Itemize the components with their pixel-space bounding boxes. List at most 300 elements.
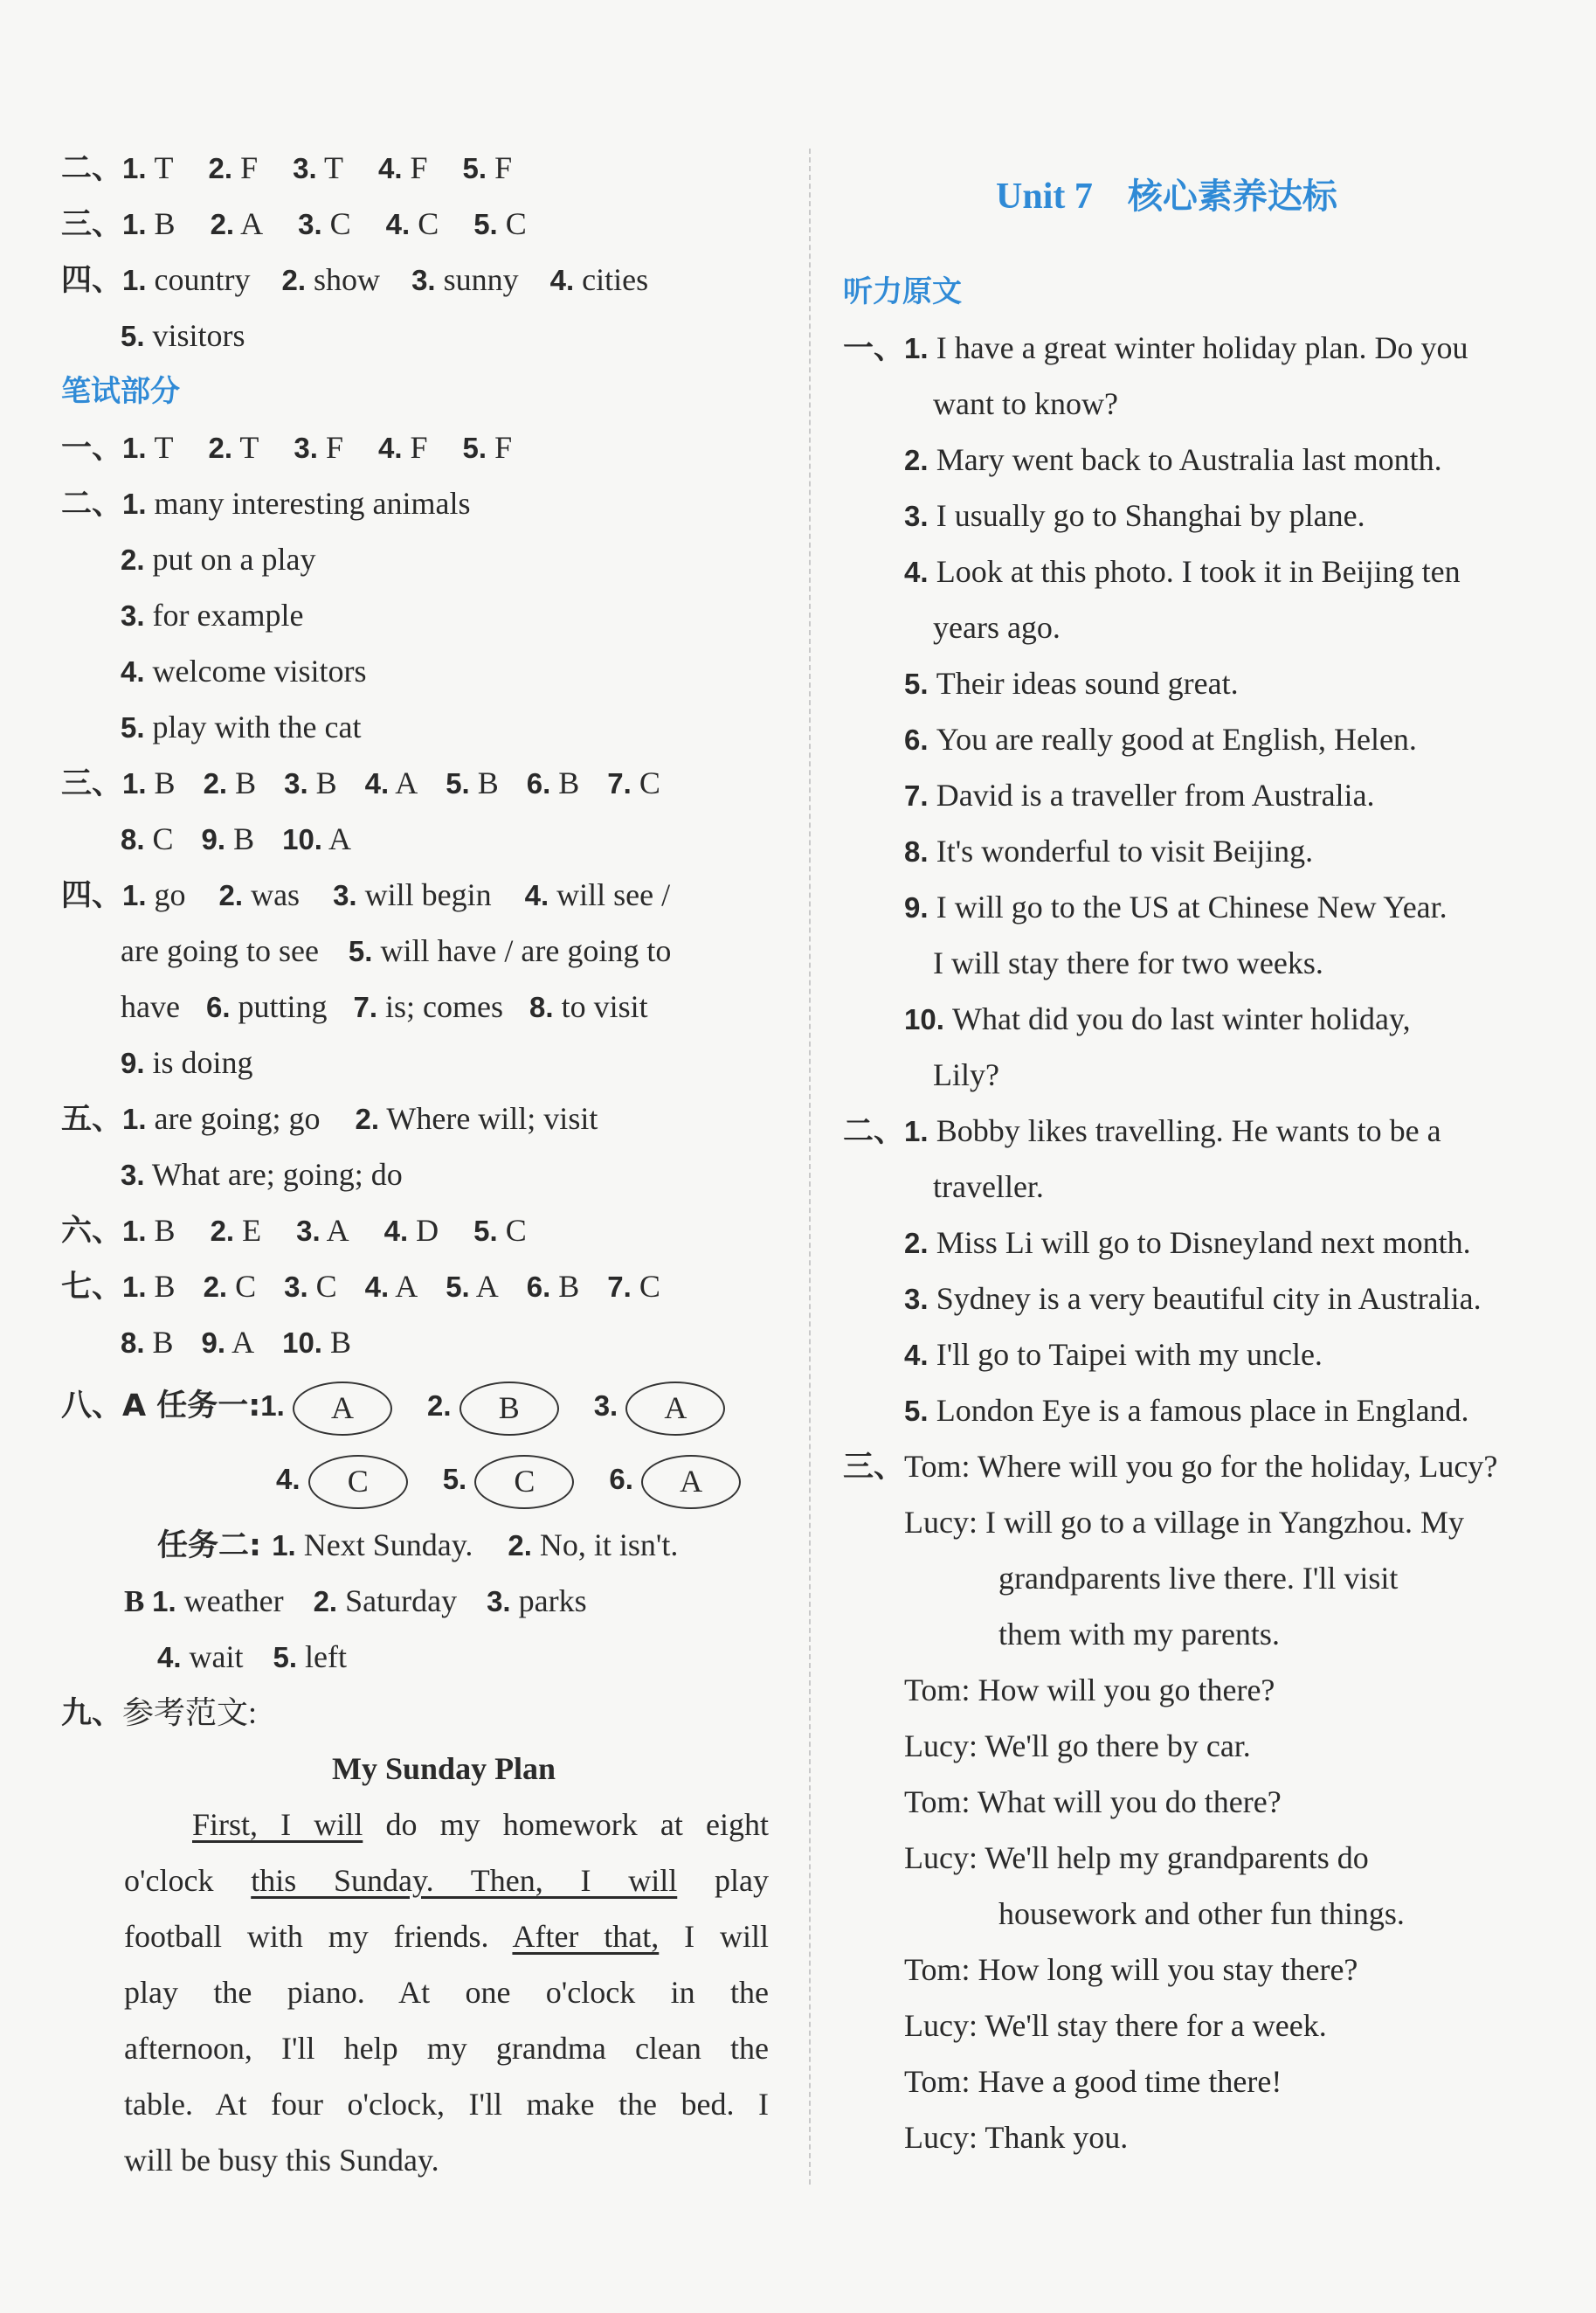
item-number: 7. — [607, 767, 632, 800]
item-number: 8. — [529, 991, 554, 1023]
unit-title — [996, 166, 1337, 227]
item-answer: F — [402, 150, 428, 185]
item-number: 1. — [152, 1585, 176, 1617]
script-line — [933, 935, 1559, 991]
dialogue-line — [904, 1662, 1559, 1718]
underlined-phrase: this Sunday. Then, I will — [251, 1863, 678, 1898]
item-number: 2. — [203, 767, 228, 800]
script-text: You are really good at English, Helen. — [936, 722, 1417, 757]
script-text: grandparents live there. I'll visit — [998, 1561, 1399, 1596]
script-text: What will you do there? — [977, 1784, 1282, 1819]
script-line — [933, 376, 1559, 432]
item-answer: go — [146, 877, 186, 912]
task-label: A 任务一: — [122, 1388, 261, 1423]
answer-row-w12 — [121, 1035, 253, 1091]
column-divider — [809, 149, 811, 2185]
essay-line — [124, 2076, 769, 2132]
item-number: 2. — [355, 1103, 380, 1135]
item-number: 1. — [904, 1115, 936, 1147]
item-number: 3. — [294, 432, 318, 464]
item-number: 6. — [904, 724, 936, 756]
item-answer: welcome visitors — [144, 654, 367, 689]
script-text: How will you go there? — [978, 1672, 1275, 1707]
script-line — [904, 767, 1559, 823]
item-number: 3. — [333, 879, 357, 911]
item-answer: wait — [181, 1639, 244, 1674]
item-answer: B — [225, 821, 255, 856]
item-number: 3. — [296, 1215, 321, 1247]
dialogue-line — [904, 1774, 1559, 1830]
item-number: 5. — [904, 668, 936, 700]
item-answer: What are; going; do — [144, 1157, 403, 1192]
script-text: We'll stay there for a week. — [985, 2008, 1327, 2043]
item-number: 2. — [904, 1227, 936, 1259]
item-answer: for example — [144, 598, 304, 633]
item-answer: A — [389, 765, 418, 800]
item-number: 5. — [462, 432, 487, 464]
item-answer: will have / are going to — [372, 933, 672, 968]
answer-row-w18 — [61, 1370, 725, 1440]
item-answer: putting — [230, 989, 328, 1024]
item-number: 3. — [487, 1585, 511, 1617]
item-number: 1. — [260, 1389, 293, 1422]
essay-line — [124, 2132, 648, 2188]
item-number: 1. — [122, 208, 147, 240]
item-answer: C — [410, 206, 439, 241]
circled-answer: A — [641, 1455, 741, 1509]
item-answer: C — [321, 206, 351, 241]
item-number: 6. — [609, 1463, 642, 1495]
item-answer: B — [146, 206, 176, 241]
dialogue-line — [904, 1998, 1559, 2053]
answer-row-w2 — [61, 475, 470, 531]
speaker-name: Tom: — [904, 1952, 978, 1987]
item-number: 1. — [904, 332, 936, 364]
underlined-phrase: After that, — [512, 1919, 660, 1954]
item-answer: F — [317, 430, 343, 465]
item-number: 3. — [284, 767, 308, 800]
item-number: 1. — [122, 1103, 147, 1135]
script-line — [904, 655, 1559, 711]
script-line — [904, 432, 1559, 488]
dialogue-line — [998, 1550, 1559, 1606]
item-number: 7. — [904, 779, 936, 812]
item-number: 2. — [508, 1529, 532, 1562]
dialogue-line — [998, 1886, 1559, 1942]
item-number: 1. — [272, 1529, 296, 1562]
script-text: Where will you go for the holiday, Lucy? — [977, 1449, 1498, 1484]
task-label: 任务二: — [157, 1528, 273, 1563]
item-number: 2. — [427, 1389, 459, 1422]
essay-heading-label: 参考范文: — [122, 1695, 258, 1730]
script-text: I'll go to Taipei with my uncle. — [936, 1337, 1323, 1372]
item-number: 2. — [904, 444, 936, 476]
section-number: 三、 — [61, 766, 123, 801]
script-line — [904, 1382, 1559, 1438]
answer-row-w15 — [61, 1202, 527, 1258]
dialogue-line — [904, 2053, 1559, 2109]
item-number: 1. — [122, 488, 147, 520]
item-number: 1. — [122, 1215, 147, 1247]
item-number: 5. — [446, 767, 470, 800]
speaker-name: Lucy: — [904, 1840, 985, 1875]
item-answer: C — [631, 1269, 660, 1304]
script-line — [904, 1326, 1559, 1382]
script-line — [933, 1159, 1559, 1215]
item-answer: weather — [176, 1583, 284, 1618]
script-line — [904, 823, 1559, 879]
script-line — [843, 1103, 1559, 1159]
answer-row-l4 — [121, 308, 245, 364]
item-answer: F — [487, 150, 513, 185]
script-line — [904, 1215, 1559, 1271]
item-number: 1. — [122, 432, 147, 464]
script-line — [904, 1271, 1559, 1326]
item-number: 3. — [298, 208, 322, 240]
dialogue-line — [843, 1438, 1559, 1494]
essay-line — [192, 1797, 769, 1852]
answer-row-w5 — [121, 643, 366, 699]
script-text: I usually go to Shanghai by plane. — [936, 498, 1365, 533]
item-answer: T — [146, 150, 174, 185]
section-number: 三、 — [61, 207, 123, 242]
script-text: How long will you stay there? — [978, 1952, 1358, 1987]
essay-text: afternoon, I'll help my grandma clean the — [124, 2031, 769, 2066]
script-text: What did you do last winter holiday, — [952, 1001, 1411, 1036]
item-number: 5. — [121, 711, 145, 744]
item-number: 10. — [904, 1003, 953, 1035]
answer-row-l3 — [61, 252, 648, 308]
item-answer: B — [146, 1269, 176, 1304]
item-answer: A — [234, 206, 264, 241]
item-answer: B — [550, 1269, 580, 1304]
item-number: 1. — [122, 767, 147, 800]
answer-row-w19 — [276, 1444, 741, 1513]
essay-line — [124, 1908, 769, 1964]
item-number: 9. — [121, 1047, 145, 1079]
item-number: 5. — [473, 208, 498, 240]
circled-answer: C — [474, 1455, 574, 1509]
item-number: 2. — [203, 1271, 228, 1303]
answer-row-w3 — [121, 531, 316, 587]
script-line — [933, 599, 1559, 655]
speaker-name: Lucy: — [904, 2120, 985, 2155]
item-answer: A — [225, 1325, 255, 1360]
essay-text: play the piano. At one o'clock in the — [124, 1975, 769, 2010]
item-number: 1. — [122, 879, 147, 911]
section-number: 二、 — [61, 487, 123, 522]
item-answer: E — [234, 1213, 262, 1248]
answer-row-w17 — [121, 1314, 351, 1370]
item-number: 8. — [121, 823, 145, 855]
answer-row-w6 — [121, 699, 361, 755]
speaker-name: Tom: — [904, 1449, 978, 1484]
item-answer: F — [487, 430, 513, 465]
item-answer: put on a play — [144, 542, 316, 577]
item-number: 3. — [293, 152, 317, 184]
section-number: 二、 — [843, 1114, 905, 1149]
script-text: housework and other fun things. — [998, 1896, 1405, 1931]
answer-row-w13 — [61, 1091, 598, 1146]
item-answer: cities — [574, 262, 649, 297]
script-text: Look at this photo. I took it in Beijing ten — [936, 554, 1461, 589]
item-number: 3. — [121, 1159, 145, 1191]
item-answer: was — [243, 877, 301, 912]
item-number: 6. — [205, 991, 231, 1023]
script-text: Sydney is a very beautiful city in Australia. — [936, 1281, 1482, 1316]
answer-row-w20 — [157, 1517, 678, 1573]
answer-row-w16 — [61, 1258, 660, 1314]
item-number: 9. — [201, 823, 226, 855]
script-text: Thank you. — [985, 2120, 1129, 2155]
item-number: 4. — [121, 655, 145, 688]
essay-title: My Sunday Plan — [332, 1751, 556, 1786]
item-number: 2. — [210, 1215, 235, 1247]
item-number: 4. — [364, 1271, 390, 1303]
section-number: 三、 — [843, 1450, 905, 1485]
item-answer: play with the cat — [144, 710, 362, 744]
speaker-name: Lucy: — [904, 2008, 985, 2043]
listening-section-title: 听力原文 — [843, 274, 962, 309]
item-number: 4. — [377, 152, 403, 184]
section-number: 五、 — [61, 1102, 123, 1137]
section-number: 四、 — [61, 878, 123, 913]
item-answer: C — [631, 765, 660, 800]
script-text: We'll go there by car. — [985, 1728, 1251, 1763]
item-number: 2. — [208, 152, 233, 184]
dialogue-line — [904, 1718, 1559, 1774]
dialogue-line — [904, 1942, 1559, 1998]
item-answer: left — [297, 1639, 348, 1674]
script-text: Lily? — [933, 1057, 999, 1092]
answer-row-w21 — [124, 1573, 587, 1629]
item-answer: Saturday — [337, 1583, 458, 1618]
section-number: 一、 — [61, 431, 123, 466]
item-number: 2. — [313, 1585, 338, 1617]
item-answer: is doing — [144, 1045, 253, 1080]
essay-line — [124, 1852, 769, 1908]
item-number: 6. — [526, 1271, 551, 1303]
item-answer: many interesting animals — [146, 486, 471, 521]
dialogue-line — [998, 1606, 1559, 1662]
item-number: 5. — [446, 1271, 470, 1303]
script-line — [904, 544, 1559, 599]
speaker-name: Lucy: — [904, 1728, 985, 1763]
section-number: 四、 — [61, 263, 123, 298]
task-label: B — [124, 1584, 153, 1618]
item-answer: have — [121, 989, 180, 1024]
item-number: 4. — [385, 208, 411, 240]
item-number: 6. — [526, 767, 551, 800]
script-text: We'll help my grandparents do — [985, 1840, 1369, 1875]
answer-row-w11 — [121, 979, 648, 1035]
dialogue-line — [904, 2109, 1559, 2165]
item-answer: No, it isn't. — [531, 1527, 679, 1562]
script-line — [843, 320, 1559, 376]
item-answer: parks — [510, 1583, 587, 1618]
item-number: 2. — [218, 879, 244, 911]
item-answer: show — [306, 262, 381, 297]
section-number: 七、 — [61, 1270, 123, 1305]
item-number: 4. — [549, 264, 575, 296]
item-number: 4. — [276, 1463, 308, 1495]
script-text: Mary went back to Australia last month. — [936, 442, 1442, 477]
item-number: 4. — [904, 556, 936, 588]
written-section-title: 笔试部分 — [61, 374, 180, 409]
item-number: 4. — [377, 432, 403, 464]
speaker-name: Lucy: — [904, 1505, 985, 1540]
item-answer: C — [144, 821, 174, 856]
essay-text: do my homework at eight — [363, 1807, 770, 1842]
item-number: 10. — [282, 1326, 322, 1359]
item-number: 3. — [121, 599, 145, 632]
speaker-name: Tom: — [904, 2064, 978, 2099]
unit-number: Unit 7 — [996, 177, 1093, 217]
item-answer: B — [146, 1213, 176, 1248]
essay-text: o'clock — [124, 1863, 252, 1898]
answer-row-l1 — [61, 140, 512, 196]
item-number: 5. — [348, 935, 373, 967]
item-answer: A — [320, 1213, 349, 1248]
essay-line — [124, 1964, 769, 2020]
item-number: 4. — [904, 1339, 936, 1371]
item-answer: B — [307, 765, 337, 800]
item-number: 3. — [904, 1283, 936, 1315]
script-text: years ago. — [933, 610, 1061, 645]
script-text: It's wonderful to visit Beijing. — [936, 834, 1314, 869]
script-line — [904, 711, 1559, 767]
script-text: Their ideas sound great. — [936, 666, 1239, 701]
script-text: I will stay there for two weeks. — [933, 945, 1323, 980]
item-number: 2. — [210, 208, 235, 240]
item-number: 2. — [121, 544, 145, 576]
item-number: 8. — [121, 1326, 145, 1359]
item-number: 1. — [122, 152, 147, 184]
item-answer: T — [146, 430, 174, 465]
essay-line — [124, 2020, 769, 2076]
script-text: them with my parents. — [998, 1617, 1280, 1652]
item-number: 5. — [442, 1463, 475, 1495]
section-number: 一、 — [843, 331, 905, 366]
answer-row-w8 — [121, 811, 351, 867]
item-answer: A — [321, 821, 351, 856]
dialogue-line — [904, 1830, 1559, 1886]
item-number: 3. — [284, 1271, 308, 1303]
dialogue-line — [904, 1494, 1559, 1550]
item-number: 1. — [122, 1271, 147, 1303]
script-line — [904, 488, 1559, 544]
script-text: I will go to the US at Chinese New Year. — [936, 890, 1447, 925]
script-text: want to know? — [933, 386, 1118, 421]
item-number: 7. — [353, 991, 378, 1023]
answer-row-w14 — [121, 1146, 403, 1202]
item-number: 4. — [364, 767, 390, 800]
item-answer: T — [232, 430, 259, 465]
script-line — [904, 879, 1559, 935]
circled-answer: A — [625, 1382, 725, 1436]
speaker-name: Tom: — [904, 1784, 978, 1819]
script-text: I will go to a village in Yangzhou. My — [985, 1505, 1464, 1540]
section-number: 八、 — [61, 1388, 123, 1423]
unit-subtitle: 核心素养达标 — [1127, 177, 1337, 217]
item-number: 3. — [904, 500, 936, 532]
item-number: 5. — [462, 152, 487, 184]
item-number: 7. — [607, 1271, 632, 1303]
underlined-phrase: First, I will — [192, 1807, 363, 1842]
answer-row-w22 — [157, 1629, 347, 1685]
item-answer: will begin — [356, 877, 492, 912]
item-answer: will see / — [549, 877, 671, 912]
section-number: 六、 — [61, 1214, 123, 1249]
answer-row-w23 — [61, 1685, 257, 1741]
section-number: 二、 — [61, 151, 123, 186]
item-answer: B — [227, 765, 257, 800]
item-answer: D — [408, 1213, 439, 1248]
item-number: 5. — [904, 1395, 936, 1427]
item-answer: are going; go — [146, 1101, 321, 1136]
item-answer: C — [497, 1213, 527, 1248]
item-answer: Next Sunday. — [295, 1527, 473, 1562]
answer-row-w4 — [121, 587, 303, 643]
answer-row-w1 — [61, 419, 512, 475]
essay-text: I will — [659, 1919, 769, 1954]
item-answer: F — [402, 430, 428, 465]
answer-row-l2 — [61, 196, 527, 252]
item-answer: visitors — [144, 318, 245, 353]
item-number: 4. — [157, 1641, 182, 1673]
item-number: 8. — [904, 835, 936, 868]
essay-text: play — [677, 1863, 769, 1898]
item-answer: is; comes — [377, 989, 504, 1024]
circled-answer: C — [308, 1455, 408, 1509]
item-answer: C — [497, 206, 527, 241]
item-answer: C — [227, 1269, 257, 1304]
item-number: 2. — [281, 264, 307, 296]
script-text: Have a good time there! — [978, 2064, 1282, 2099]
item-answer: A — [389, 1269, 418, 1304]
script-line — [933, 1047, 1559, 1103]
item-answer: B — [550, 765, 580, 800]
item-answer: A — [469, 1269, 499, 1304]
item-answer: B — [144, 1325, 174, 1360]
item-number: 5. — [473, 1215, 498, 1247]
item-number: 2. — [208, 432, 233, 464]
essay-text: will be busy this Sunday. — [124, 2143, 439, 2178]
script-text: David is a traveller from Australia. — [936, 778, 1375, 813]
item-answer: F — [232, 150, 259, 185]
item-answer: B — [469, 765, 499, 800]
item-number: 1. — [122, 264, 147, 296]
item-answer: are going to see — [121, 933, 319, 968]
answer-row-w9 — [61, 867, 670, 923]
script-text: Bobby likes travelling. He wants to be a — [936, 1113, 1441, 1148]
script-text: I have a great winter holiday plan. Do you — [936, 330, 1468, 365]
script-text: traveller. — [933, 1169, 1044, 1204]
answer-row-w10 — [121, 923, 671, 979]
item-answer: B — [146, 765, 176, 800]
item-number: 5. — [121, 320, 145, 352]
script-line — [904, 991, 1559, 1047]
circled-answer: A — [293, 1382, 392, 1436]
item-answer: country — [146, 262, 251, 297]
essay-text: table. At four o'clock, I'll make the bed. I — [124, 2087, 769, 2122]
item-number: 5. — [273, 1641, 298, 1673]
item-answer: C — [307, 1269, 337, 1304]
item-answer: B — [321, 1325, 351, 1360]
item-answer: to visit — [553, 989, 648, 1024]
item-answer: T — [316, 150, 343, 185]
item-number: 3. — [411, 264, 436, 296]
